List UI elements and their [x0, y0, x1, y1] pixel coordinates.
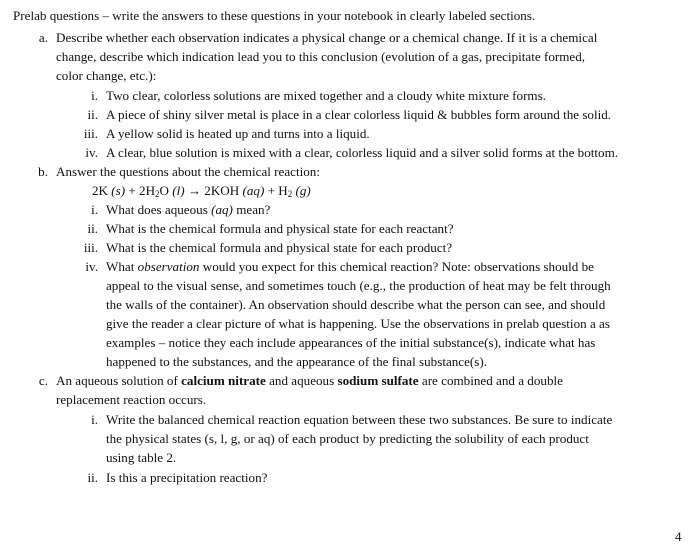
list-item: What does aqueous (aq) mean?: [106, 202, 271, 217]
section-a-line-1: Describe whether each observation indicates a physical change or a chemical change. If it is a chemical: [56, 30, 598, 45]
page-number: 4: [675, 529, 682, 544]
list-item-continuation: give the reader a clear picture of what is happening. Use the observations in prelab question a as: [106, 316, 610, 331]
list-item-continuation: examples – notice they each include appearances of the initial substance(s), indicate what has: [106, 335, 596, 350]
list-marker: iv.: [85, 145, 98, 160]
list-item: What is the chemical formula and physical state for each product?: [106, 240, 453, 255]
list-item: Two clear, colorless solutions are mixed together and a cloudy white mixture forms.: [106, 88, 546, 103]
list-marker: i.: [91, 202, 98, 217]
list-marker: i.: [91, 88, 98, 103]
list-item: Is this a precipitation reaction?: [106, 470, 268, 485]
list-marker: ii.: [87, 470, 98, 485]
list-marker: i.: [91, 412, 98, 427]
heading: Prelab questions – write the answers to these questions in your notebook in clearly labeled sections.: [13, 8, 536, 23]
list-item: What is the chemical formula and physical state for each reactant?: [106, 221, 454, 236]
list-item-continuation: happened to the substances, and the appearance of the final substance(s).: [106, 354, 488, 369]
section-a-line-3: color change, etc.):: [56, 68, 157, 83]
list-marker: ii.: [87, 221, 98, 236]
list-item-continuation: the physical states (s, l, g, or aq) of each product by predicting the solubility of each product: [106, 431, 589, 446]
section-b-marker: b.: [38, 164, 48, 179]
list-marker: iii.: [83, 126, 98, 141]
section-a-marker: a.: [38, 30, 48, 45]
section-c-line-2: replacement reaction occurs.: [56, 392, 207, 407]
reaction-equation: 2K $(s) + 2H_2O$ (l) → 2KOH $(aq) + H_2$ (g): [92, 183, 311, 199]
list-item: A clear, blue solution is mixed with a clear, colorless liquid and a silver solid forms at the bottom.: [106, 145, 619, 160]
list-item: Write the balanced chemical reaction equation between these two substances. Be sure to indicate: [106, 412, 613, 427]
list-item-continuation: appeal to the visual sense, and sometimes touch (e.g., the production of heat may be felt through: [106, 278, 611, 293]
list-item-continuation: using table 2.: [106, 450, 177, 465]
list-item: A yellow solid is heated up and turns into a liquid.: [106, 126, 370, 141]
section-b-intro: Answer the questions about the chemical reaction:: [56, 164, 320, 179]
section-c-marker: c.: [38, 373, 48, 388]
section-a-line-2: change, describe which indication lead you to this conclusion (evolution of a gas, precipitate formed,: [56, 49, 586, 64]
section-c-line-1: An aqueous solution of calcium nitrate and aqueous sodium sulfate are combined and a double: [56, 373, 563, 388]
list-item: A piece of shiny silver metal is place in a clear colorless liquid & bubbles form around the solid.: [106, 107, 612, 122]
list-item-continuation: the walls of the container). An observation should describe what the person can see, and should: [106, 297, 606, 312]
list-marker: iii.: [83, 240, 98, 255]
list-marker: iv.: [85, 259, 98, 274]
list-marker: ii.: [87, 107, 98, 122]
list-item: What observation would you expect for this chemical reaction? Note: observations should be: [106, 259, 594, 274]
